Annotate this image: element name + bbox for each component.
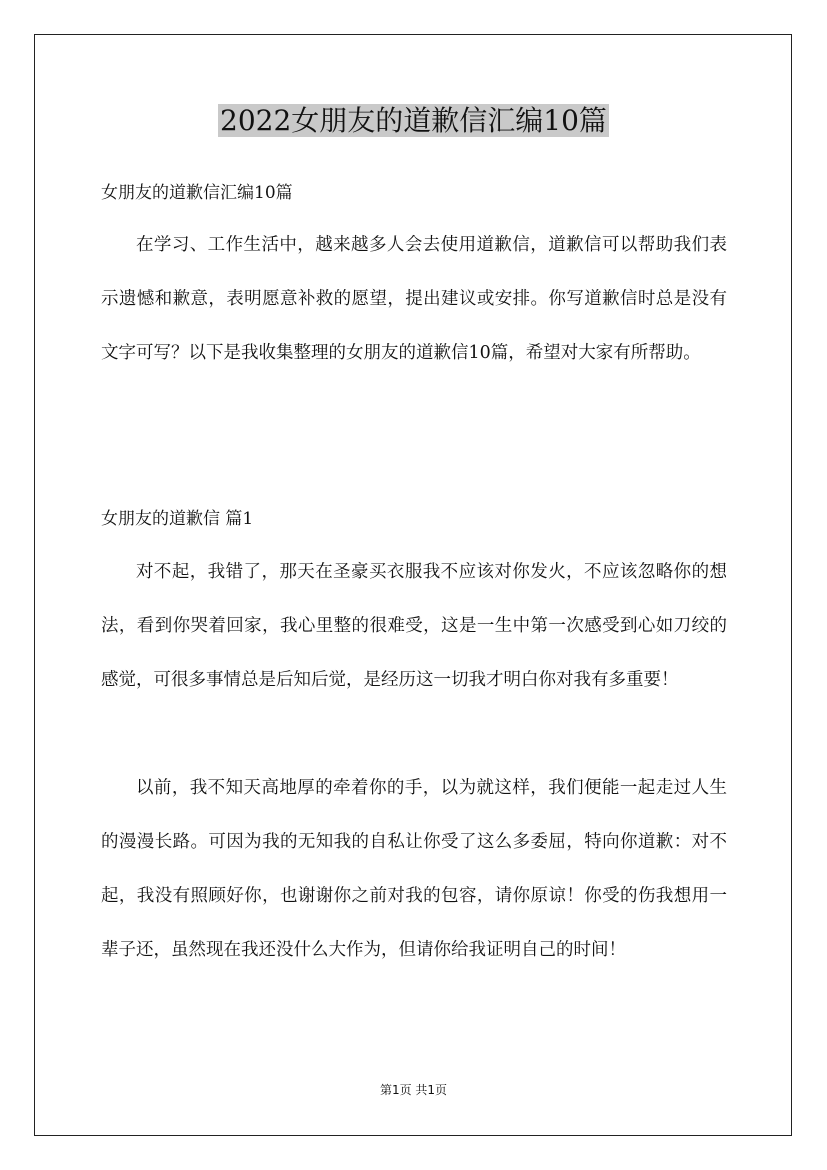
section1-paragraph-1: 对不起，我错了，那天在圣豪买衣服我不应该对你发火，不应该忽略你的想法，看到你哭着回家，我心里整的很难受，这是一生中第一次感受到心如刀绞的感觉，可很多事情总是后知后觉，是经历这一切我才明白你对我有多重要！ <box>101 562 727 690</box>
section-heading-1: 女朋友的道歉信 篇1 <box>101 509 254 529</box>
section1-paragraph-2: 以前，我不知天高地厚的牵着你的手，以为就这样，我们便能一起走过人生的漫漫长路。可因为我的无知我的自私让你受了这么多委屈，特向你道歉：对不起，我没有照顾好你，也谢谢你之前对我的包容，请你原谅！你受的伤我想用一辈子还，虽然现在我还没什么大作为，但请你给我证明自己的时间！ <box>101 778 727 960</box>
document-subtitle: 女朋友的道歉信汇编10篇 <box>101 183 293 203</box>
page-footer: 第1页 共1页 <box>379 1083 448 1097</box>
intro-paragraph: 在学习、工作生活中，越来越多人会去使用道歉信，道歉信可以帮助我们表示遗憾和歉意，表明愿意补救的愿望，提出建议或安排。你写道歉信时总是没有文字可写？以下是我收集整理的女朋友的道歉信10篇，希望对大家有所帮助。 <box>101 235 727 363</box>
document-title-container <box>0 99 827 143</box>
document-title: 2022女朋友的道歉信汇编10篇 <box>220 104 607 137</box>
